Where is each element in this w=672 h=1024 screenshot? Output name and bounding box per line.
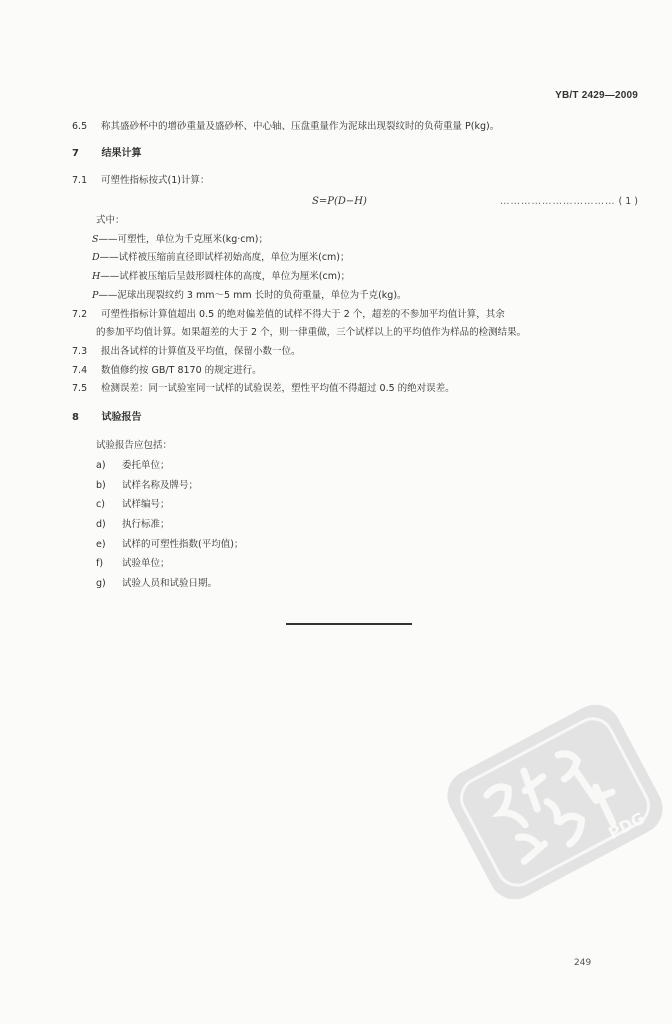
clause-text: 检测误差：同一试验室同一试样的试验误差，塑性平均值不得超过 0.5 的绝对误差。	[101, 383, 455, 394]
section-title: 试验报告	[101, 412, 142, 423]
item-label: d)	[96, 519, 106, 530]
report-item	[96, 557, 170, 571]
standard-code: YB/T 2429—2009	[555, 90, 638, 101]
item-text: 试验人员和试验日期。	[122, 578, 218, 589]
equation-label: ( 1 )	[618, 196, 638, 207]
item-label: b)	[96, 480, 106, 491]
section-title: 结果计算	[101, 148, 142, 159]
watermark-text: PDG	[605, 808, 648, 844]
clause-7-2	[72, 308, 505, 322]
section-7-heading	[72, 147, 141, 161]
section-number: 7	[72, 148, 79, 159]
variable-symbol: P	[92, 290, 99, 301]
where-label: 式中：	[96, 215, 125, 226]
variable-symbol: D	[92, 252, 100, 263]
clause-7-4	[72, 364, 262, 378]
report-item	[96, 577, 217, 591]
report-item	[96, 518, 170, 532]
equation-leader-dots: ……………………………	[499, 196, 616, 207]
variable-description: ——可塑性，单位为千克厘米(kg·cm)；	[98, 234, 268, 245]
watermark-seal-icon	[440, 700, 672, 910]
clause-number: 7.2	[72, 309, 88, 320]
item-text: 试样编号；	[122, 499, 170, 510]
page-number: 249	[574, 958, 592, 968]
variable-h	[92, 270, 350, 284]
clause-text: 称其盛砂杯中的增砂重量及盛砂杯、中心轴、压盘重量作为泥球出现裂纹时的负荷重量 P(kg)。	[101, 121, 500, 132]
variable-s	[92, 233, 268, 247]
clause-7-1	[72, 174, 210, 188]
section-number: 8	[72, 412, 79, 423]
clause-7-3	[72, 345, 301, 359]
clause-text: 数值修约按 GB/T 8170 的规定进行。	[101, 365, 262, 376]
clause-text: 报出各试样的计算值及平均值，保留小数一位。	[101, 346, 301, 357]
item-label: g)	[96, 578, 106, 589]
section-8-heading	[72, 411, 141, 425]
variable-symbol: S	[92, 234, 99, 245]
end-rule	[286, 623, 412, 625]
variable-description: ——泥球出现裂纹约 3 mm～5 mm 长时的负荷重量，单位为千克(kg)。	[98, 290, 407, 301]
clause-number: 7.3	[72, 346, 88, 357]
clause-7-5	[72, 382, 455, 396]
item-label: f)	[96, 558, 104, 569]
clause-number: 7.4	[72, 365, 88, 376]
clause-text: 可塑性指标按式(1)计算：	[101, 175, 210, 186]
item-text: 执行标准；	[122, 519, 170, 530]
item-text: 试验单位；	[122, 558, 170, 569]
variable-description: ——试样被压缩前直径即试样初始高度，单位为厘米(cm)；	[99, 252, 350, 263]
item-text: 委托单位；	[122, 460, 170, 471]
variable-p	[92, 289, 407, 303]
report-item	[96, 538, 243, 552]
report-item	[96, 498, 170, 512]
item-label: a)	[96, 460, 106, 471]
item-text: 试样名称及牌号；	[122, 480, 199, 491]
variable-symbol: H	[92, 271, 101, 282]
equation-number	[500, 196, 638, 207]
item-label: c)	[96, 499, 105, 510]
item-text: 试样的可塑性指数(平均值)；	[122, 539, 244, 550]
clause-number: 7.1	[72, 175, 88, 186]
item-label: e)	[96, 539, 106, 550]
variable-d	[92, 251, 350, 265]
report-item	[96, 479, 198, 493]
clause-number: 7.5	[72, 383, 88, 394]
formula: S=P(D−H)	[312, 196, 367, 207]
clause-number: 6.5	[72, 121, 88, 132]
report-item	[96, 459, 170, 473]
clause-text: 可塑性指标计算值超出 0.5 的绝对偏差值的试样不得大于 2 个，超差的不参加平均值计算，其余	[101, 309, 505, 320]
variable-description: ——试样被压缩后呈鼓形圆柱体的高度，单位为厘米(cm)；	[100, 271, 351, 282]
clause-6-5	[72, 120, 499, 134]
report-intro: 试验报告应包括：	[96, 440, 173, 451]
clause-7-2-continued: 的参加平均值计算。如果超差的大于 2 个，则一律重做，三个试样以上的平均值作为样品的检测结果。	[96, 327, 527, 338]
